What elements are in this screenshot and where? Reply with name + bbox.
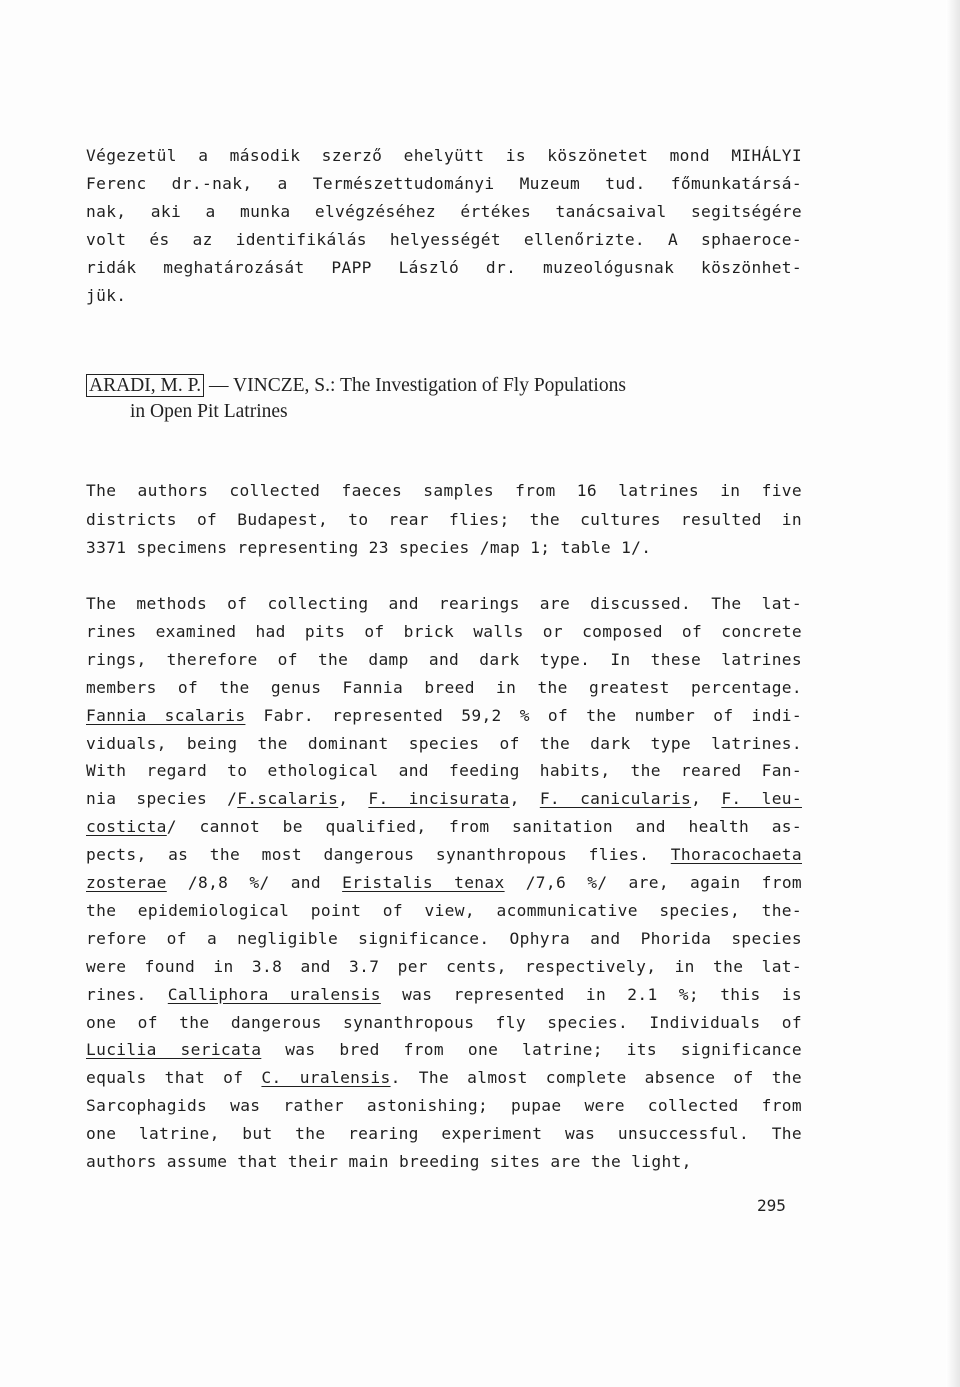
text-segment: the epidemiological point of view, acommunicative species, the- — [86, 900, 802, 920]
text-line — [86, 985, 802, 1004]
underlined-species-name: Calliphora uralensis — [167, 984, 381, 1004]
text-line — [86, 1040, 802, 1059]
underlined-species-name: zosterae — [86, 873, 167, 892]
text-line — [86, 706, 802, 725]
text-line — [86, 1124, 802, 1143]
text-line: Ferenc dr.-nak, a Természettudományi Muzeum tud. főmunkatársá- — [86, 174, 802, 193]
text-line — [86, 1152, 692, 1171]
text-segment: members of the genus Fannia breed in the greatest percentage. — [86, 677, 802, 697]
text-segment: was represented in 2.1 %; this is — [380, 984, 802, 1004]
text-segment: . The almost complete absence of the — [390, 1068, 802, 1088]
underlined-species-name: F. leu- — [721, 789, 802, 809]
text-segment: , — [691, 789, 722, 809]
text-segment: /8,8 %/ and — [166, 873, 343, 892]
text-segment: pects, as the most dangerous synanthropous flies. — [86, 845, 671, 865]
text-line — [86, 789, 802, 808]
text-line — [86, 957, 802, 976]
text-segment: The methods of collecting and rearings are discussed. The lat- — [86, 594, 802, 613]
underlined-species-name: Eristalis tenax — [342, 873, 505, 892]
article-title-part1: — VINCZE, S.: The Investigation of Fly Populations — [204, 375, 626, 396]
text-segment: viduals, being the dominant species of the dark type latrines. — [86, 733, 802, 753]
text-line — [86, 817, 802, 836]
boxed-author-name: ARADI, M. P. — [86, 374, 204, 397]
text-segment: , — [509, 789, 540, 809]
underlined-species-name: Thoracochaeta — [670, 845, 802, 865]
text-segment: rings, therefore of the damp and dark type. In these latrines — [86, 649, 802, 669]
underlined-species-name: C. uralensis — [261, 1068, 391, 1088]
text-segment: rines. — [86, 984, 168, 1004]
underlined-species-name: costicta — [86, 817, 167, 837]
text-segment: nia species / — [86, 789, 238, 809]
text-line: ridák meghatározását PAPP László dr. muzeológusnak köszönhet- — [86, 258, 802, 277]
text-segment: Sarcophagids was rather astonishing; pupae were collected from — [86, 1096, 802, 1116]
underlined-species-name: F. incisurata — [368, 789, 510, 809]
article-heading-line1 — [86, 374, 626, 398]
text-line — [86, 1068, 802, 1087]
text-line — [86, 901, 802, 920]
text-line — [86, 873, 802, 892]
text-line: volt és az identifikálás helyességét ellenőrizte. A sphaeroce- — [86, 230, 802, 249]
text-line — [86, 1013, 802, 1032]
article-heading-line2: in Open Pit Latrines — [130, 401, 288, 422]
text-line: jük. — [86, 286, 127, 305]
page-edge-shadow — [946, 0, 960, 1387]
text-line — [86, 650, 802, 669]
underlined-species-name: Lucilia sericata — [86, 1040, 262, 1060]
text-segment: one of the dangerous synanthropous fly species. Individuals of — [86, 1012, 802, 1032]
text-line — [86, 1096, 802, 1115]
text-segment: one latrine, but the rearing experiment was unsuccessful. The — [86, 1124, 802, 1144]
text-line — [86, 622, 802, 641]
text-segment: authors assume that their main breeding sites are the light, — [86, 1152, 692, 1171]
text-segment: refore of a negligible significance. Ophyra and Phorida species — [86, 928, 802, 948]
text-segment: Fabr. represented 59,2 % of the number of indi- — [245, 705, 803, 725]
text-segment: rines examined had pits of brick walls or composed of concrete — [86, 621, 802, 641]
text-line — [86, 734, 802, 753]
text-line: districts of Budapest, to rear flies; the cultures resulted in — [86, 509, 802, 529]
text-line: The authors collected faeces samples from 16 latrines in five — [86, 481, 802, 500]
underlined-species-name: F. canicularis — [539, 789, 692, 809]
underlined-species-name: F.scalaris — [237, 789, 339, 809]
text-segment: With regard to ethological and feeding habits, the reared Fan- — [86, 761, 802, 781]
text-line: nak, aki a munka elvégzéséhez értékes tanácsaival segitségére — [86, 202, 802, 221]
text-segment: /7,6 %/ are, again from — [504, 873, 803, 892]
page-number: 295 — [757, 1196, 786, 1215]
text-segment: / cannot be qualified, from sanitation and health as- — [166, 817, 802, 837]
text-segment: equals that of — [86, 1068, 262, 1088]
text-segment: was bred from one latrine; its significance — [261, 1040, 802, 1060]
text-line — [86, 761, 802, 780]
text-line: Végezetül a második szerző ehelyütt is köszönetet mond MIHÁLYI — [86, 146, 802, 165]
text-segment: were found in 3.8 and 3.7 per cents, respectively, in the lat- — [86, 956, 802, 976]
text-line: 3371 specimens representing 23 species /map 1; table 1/. — [86, 538, 652, 557]
text-line — [86, 594, 802, 613]
underlined-species-name: Fannia scalaris — [86, 705, 246, 725]
text-line — [86, 929, 802, 948]
text-segment: , — [338, 789, 369, 809]
text-line — [86, 845, 802, 864]
text-line — [86, 678, 802, 697]
